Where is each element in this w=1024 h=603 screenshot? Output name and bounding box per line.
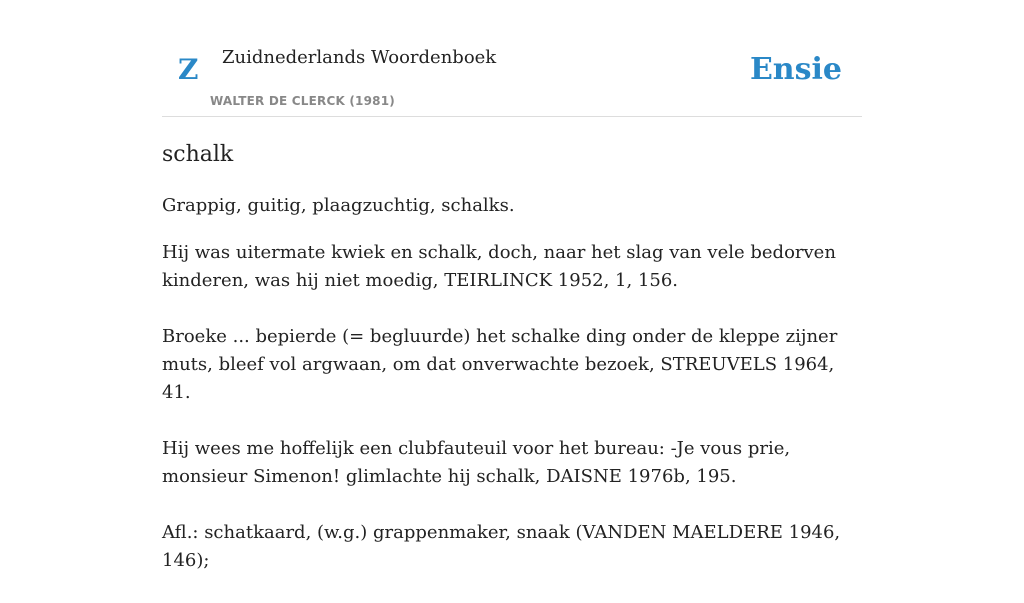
entry-card bbox=[162, 0, 862, 571]
dictionary-title[interactable]: Zuidnederlands Woordenboek bbox=[222, 47, 497, 68]
examples-list bbox=[162, 239, 862, 603]
dictionary-author: WALTER DE CLERCK (1981) bbox=[210, 94, 395, 108]
example-quote: Hij was uitermate kwiek en schalk, doch, naar het slag van vele bedorven kinderen, was hij niet moedig, TEIRLINCK 1952, 1, 156. bbox=[162, 242, 836, 291]
brand-logo[interactable]: Ensie bbox=[749, 52, 842, 87]
definition: Grappig, guitig, plaagzuchtig, schalks. bbox=[162, 195, 515, 216]
headword: schalk bbox=[162, 142, 234, 167]
dictionary-logo-icon[interactable]: Z bbox=[178, 53, 199, 86]
example-quote: Broeke ... bepierde (= begluurde) het schalke ding onder de kleppe zijner muts, bleef vol argwaan, om dat onverwachte bezoek, STREUVELS 1964, 41. bbox=[162, 326, 838, 403]
entry-header bbox=[162, 0, 862, 117]
derivations-note: Afl.: schatkaard, (w.g.) grappenmaker, snaak (VANDEN MAELDERE 1946, 146); bbox=[162, 522, 841, 571]
example-quote: Hij wees me hoffelijk een clubfauteuil voor het bureau: -Je vous prie, monsieur Simenon! glimlachte hij schalk, DAISNE 1976b, 195. bbox=[162, 438, 791, 487]
